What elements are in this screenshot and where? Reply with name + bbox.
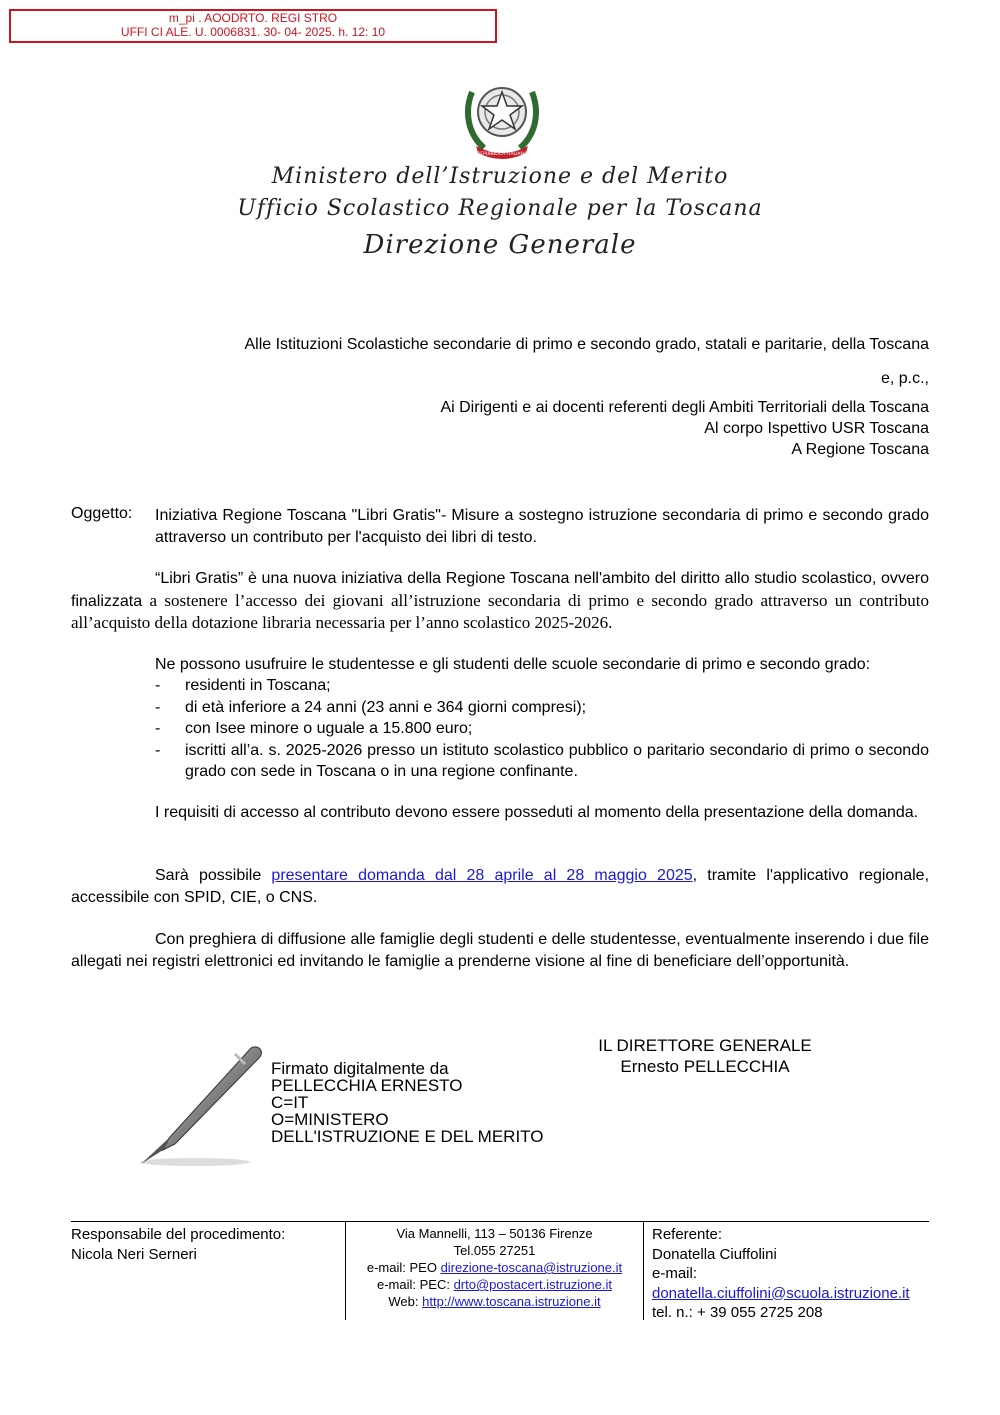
list-bullet: - — [155, 741, 161, 759]
referent-label: Referente: — [652, 1226, 723, 1243]
pen-icon — [135, 1040, 265, 1170]
list-item — [155, 740, 929, 783]
requirement-text: con Isee minore o uguale a 15.800 euro; — [185, 720, 473, 737]
referent-tel: tel. n.: + 39 055 2725 208 — [652, 1304, 823, 1321]
web-label: Web: — [388, 1294, 423, 1309]
responsible-label: Responsabile del procedimento: — [71, 1226, 286, 1243]
pec-line — [346, 1276, 643, 1293]
footer-contacts — [346, 1225, 643, 1310]
office-tel: Tel.055 27251 — [453, 1243, 536, 1258]
pec-email-link[interactable]: drto@postacert.istruzione.it — [453, 1277, 612, 1292]
recipient-cc: Ai Dirigenti e ai docenti referenti degli Ambiti Territoriali della Toscana — [440, 399, 929, 416]
intro-text-b: a sostenere l’accesso dei giovani all’istruzione secondaria di primo e secondo grado attraverso un contributo all’acquisto della dotazione libraria necessaria per l’anno scolastico 2025-2026. — [71, 590, 929, 632]
web-line — [346, 1293, 643, 1310]
list-item — [155, 675, 929, 697]
svg-text:REPUBBLICA ITALIANA: REPUBBLICA ITALIANA — [477, 152, 527, 157]
requirements-list — [155, 675, 929, 783]
direction-name: Direzione Generale — [363, 230, 637, 260]
ministry-name: Ministero dell’Istruzione e del Merito — [271, 164, 729, 189]
signature-name: Ernesto PELLECCHIA — [620, 1057, 790, 1076]
peo-line — [346, 1259, 643, 1276]
subject-text: Iniziativa Regione Toscana "Libri Gratis"- Misure a sostegno istruzione secondaria di primo e secondo grado attraverso un contributo per l'acquisto dei libri di testo. — [155, 507, 929, 546]
signature-title: IL DIRETTORE GENERALE — [598, 1036, 812, 1055]
peo-label: e-mail: PEO — [366, 1260, 441, 1275]
list-bullet: - — [155, 698, 161, 716]
peo-email-link[interactable]: direzione-toscana@istruzione.it — [440, 1260, 623, 1275]
requirement-text: iscritti all’a. s. 2025-2026 presso un istituto scolastico pubblico o paritario secondario di primo o secondo grado con sede in Toscana o in una regione confinante. — [185, 741, 929, 780]
intro-text-a: “Libri Gratis” è una nuova iniziativa della Regione Toscana nell'ambito del diritto allo studio scolastico, ovvero finalizzata — [71, 570, 929, 610]
referent-email-label: e-mail: — [652, 1265, 698, 1282]
digital-signature-line: O=MINISTERO — [271, 1110, 389, 1129]
protocol-line-1: m_pi . AOODRTO. REGI STRO — [168, 11, 338, 25]
eligibility-intro: Ne possono usufruire le studentesse e gli studenti delle scuole secondarie di primo e secondo grado: — [155, 656, 871, 673]
footer-divider — [71, 1221, 929, 1222]
list-item — [155, 697, 929, 719]
list-item — [155, 718, 929, 740]
website-link[interactable]: http://www.toscana.istruzione.it — [422, 1294, 601, 1309]
digital-signature-line: C=IT — [271, 1093, 309, 1112]
referent-email-link[interactable]: donatella.ciuffolini@scuola.istruzione.it — [652, 1284, 910, 1302]
italian-republic-emblem-icon — [462, 70, 542, 160]
intro-paragraph — [71, 568, 929, 635]
closing-paragraph: Con preghiera di diffusione alle famiglie degli studenti e delle studentesse, eventualmente inserendo i due file allegati nei registri elettronici ed invitando le famiglie a prenderne visione al fine di beneficiare dell’opportunità. — [71, 931, 929, 970]
application-dates-link[interactable]: presentare domanda dal 28 aprile al 28 maggio 2025 — [271, 867, 693, 884]
responsible-name: Nicola Neri Serneri — [71, 1245, 197, 1263]
requisites-paragraph: I requisiti di accesso al contributo devono essere posseduti al momento della presentazione della domanda. — [155, 804, 919, 821]
digital-signature-line: Firmato digitalmente da — [271, 1059, 449, 1078]
application-paragraph — [71, 865, 929, 908]
office-address: Via Mannelli, 113 – 50136 Firenze — [396, 1226, 593, 1241]
protocol-stamp — [9, 9, 497, 43]
list-bullet: - — [155, 720, 161, 737]
office-name: Ufficio Scolastico Regionale per la Toscana — [237, 196, 763, 221]
recipient-pc: e, p.c., — [880, 370, 929, 387]
digital-signature-block — [271, 1060, 543, 1145]
requirement-text: di età inferiore a 24 anni (23 anni e 364 giorni compresi); — [185, 698, 587, 716]
digital-signature-line: PELLECCHIA ERNESTO — [271, 1076, 463, 1095]
requirement-text: residenti in Toscana; — [185, 677, 331, 694]
pec-label: e-mail: PEC: — [376, 1277, 454, 1292]
subject-label: Oggetto: — [71, 505, 133, 522]
footer-responsible — [71, 1225, 341, 1264]
application-post: , tramite l'applicativo regionale, accessibile con SPID, CIE, o CNS. — [71, 867, 930, 906]
list-bullet: - — [155, 677, 161, 694]
recipient-cc: Al corpo Ispettivo USR Toscana — [704, 420, 929, 437]
footer-referent — [652, 1225, 942, 1323]
recipient-cc: A Regione Toscana — [791, 441, 929, 458]
application-pre: Sarà possibile — [155, 867, 272, 884]
protocol-line-2: UFFI CI ALE. U. 0006831. 30- 04- 2025. h. 12: 10 — [120, 25, 386, 39]
referent-name: Donatella Ciuffolini — [652, 1245, 777, 1263]
recipient-main: Alle Istituzioni Scolastiche secondarie di primo e secondo grado, statali e paritarie, della Toscana — [244, 336, 929, 353]
digital-signature-line: DELL'ISTRUZIONE E DEL MERITO — [271, 1127, 544, 1146]
footer-column-divider — [643, 1222, 644, 1320]
